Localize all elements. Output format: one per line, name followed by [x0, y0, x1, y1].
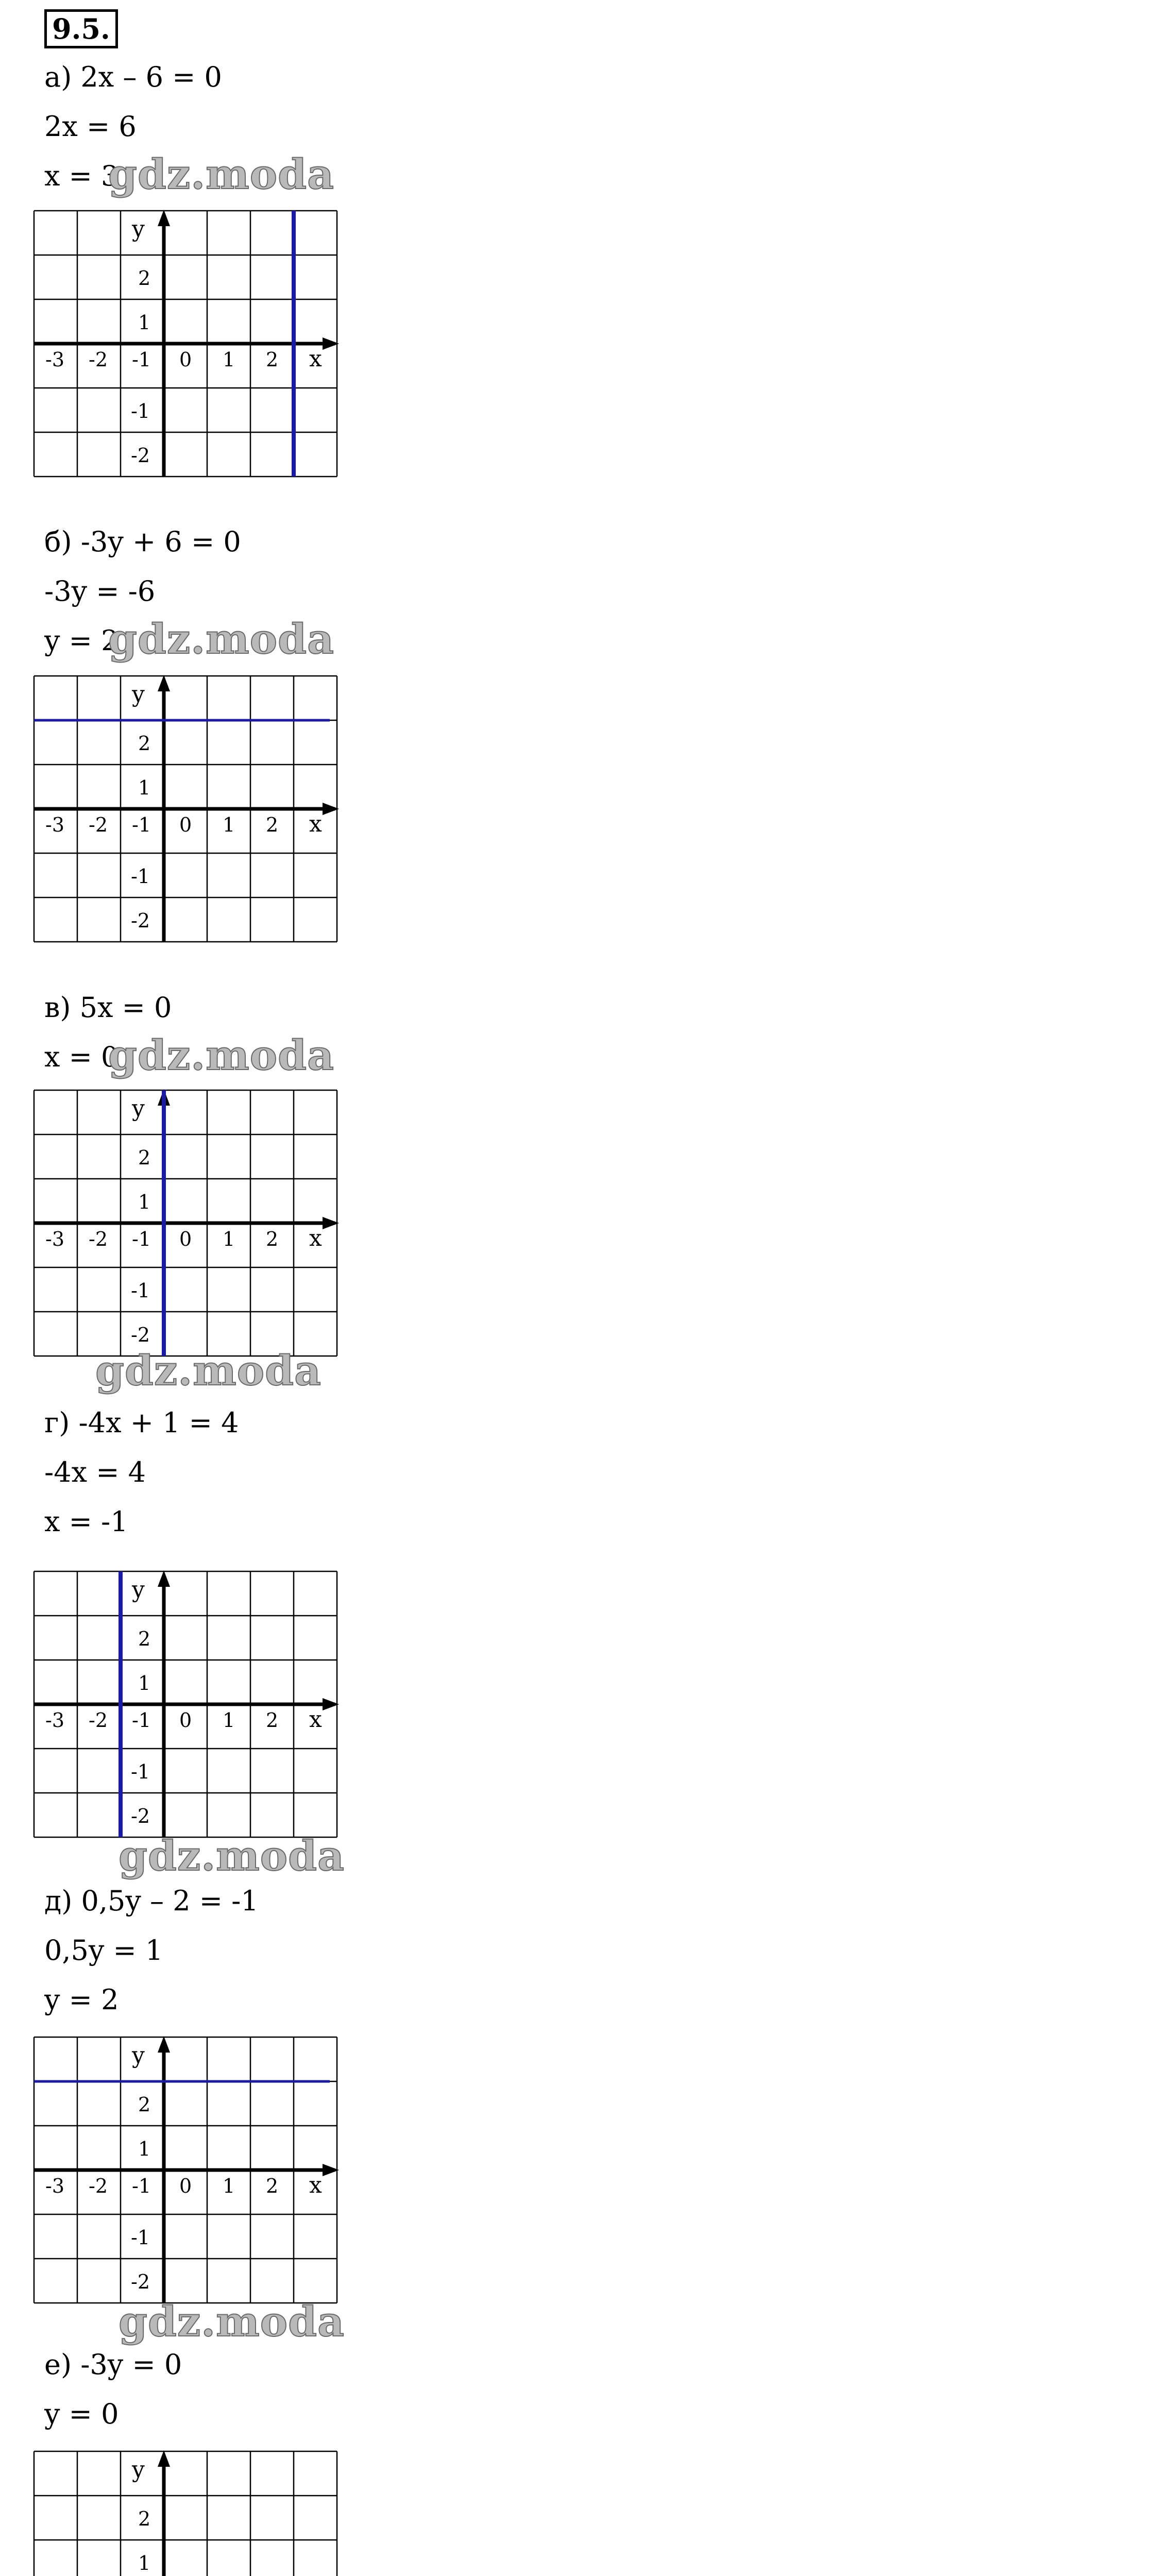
x-tick-label: 1 [223, 1709, 235, 1732]
coordinate-grid [32, 209, 337, 477]
equation-statement: е) -3y = 0 [44, 2348, 182, 2381]
x-axis-label: x [309, 811, 322, 837]
y-axis-label: y [132, 2456, 145, 2483]
x-tick-label: 2 [266, 2175, 279, 2197]
y-tick-label: -1 [131, 400, 150, 422]
equation-statement: г) -4x + 1 = 4 [44, 1406, 239, 1439]
y-axis-label: y [132, 2042, 145, 2069]
x-tick-label: -3 [45, 2175, 65, 2197]
y-tick-label: -2 [131, 909, 150, 932]
graph-svg [32, 1569, 339, 1839]
y-tick-label: -1 [131, 2226, 150, 2249]
y-tick-label: 1 [138, 776, 151, 799]
watermark: gdz.moda [119, 1832, 345, 1880]
solution-step: y = 2 [44, 624, 119, 657]
y-tick-label: -2 [131, 2270, 150, 2293]
x-tick-label: -2 [89, 2175, 108, 2197]
x-tick-label: -2 [89, 348, 108, 371]
x-tick-label: 0 [179, 348, 192, 371]
y-tick-label: 2 [138, 1628, 151, 1650]
y-tick-label: 1 [138, 311, 151, 334]
graph-svg [32, 1088, 339, 1358]
y-axis-label: y [132, 1095, 145, 1122]
x-tick-label: 0 [179, 2175, 192, 2197]
task-number: 9.5. [44, 9, 118, 48]
y-axis-arrow [158, 2450, 170, 2467]
equation-statement: д) 0,5y – 2 = -1 [44, 1885, 259, 1917]
y-tick-label: 1 [138, 2138, 151, 2160]
x-tick-label: -2 [89, 1228, 108, 1250]
x-tick-label: 2 [266, 1709, 279, 1732]
watermark: gdz.moda [119, 2297, 345, 2346]
solution-step: y = 0 [44, 2398, 119, 2430]
y-axis-arrow [158, 1570, 170, 1587]
x-tick-label: 0 [179, 1228, 192, 1250]
solution-step: 2x = 6 [44, 110, 137, 143]
equation-statement: б) -3y + 6 = 0 [44, 526, 241, 558]
y-tick-label: 1 [138, 1672, 151, 1694]
x-tick-label: 1 [223, 2175, 235, 2197]
watermark: gdz.moda [108, 150, 334, 198]
x-tick-label: -1 [132, 2175, 151, 2197]
y-tick-label: 1 [138, 1191, 151, 1213]
x-tick-label: -1 [132, 814, 151, 836]
x-tick-label: 0 [179, 814, 192, 836]
y-tick-label: -1 [131, 865, 150, 888]
x-tick-label: 2 [266, 814, 279, 836]
y-axis-label: y [132, 216, 145, 242]
solution-step: y = 2 [44, 1984, 119, 2016]
watermark: gdz.moda [108, 615, 334, 663]
x-tick-label: 2 [266, 1228, 279, 1250]
x-axis-label: x [309, 2172, 322, 2198]
x-axis-label: x [309, 1225, 322, 1251]
x-tick-label: 2 [266, 348, 279, 371]
graph-svg [32, 2449, 339, 2576]
x-tick-label: 1 [223, 348, 235, 371]
y-tick-label: 2 [138, 267, 151, 290]
watermark: gdz.moda [95, 1346, 322, 1395]
solution-step: -4x = 4 [44, 1456, 146, 1488]
y-tick-label: -1 [131, 1760, 150, 1783]
x-tick-label: 1 [223, 814, 235, 836]
x-tick-label: -3 [45, 1709, 65, 1732]
y-tick-label: 2 [138, 732, 151, 755]
y-axis-arrow [158, 675, 170, 691]
solution-step: x = 0 [44, 1041, 119, 1073]
x-tick-label: -1 [132, 348, 151, 371]
x-tick-label: -3 [45, 814, 65, 836]
y-tick-label: 2 [138, 2507, 151, 2530]
x-tick-label: -2 [89, 814, 108, 836]
y-tick-label: 2 [138, 1146, 151, 1169]
graph-svg [32, 674, 339, 944]
x-axis-label: x [309, 1706, 322, 1733]
y-tick-label: -2 [131, 444, 150, 467]
graph-svg [32, 2035, 339, 2305]
y-tick-label: -2 [131, 1805, 150, 1827]
solution-step: x = 3 [44, 160, 119, 192]
equation-statement: а) 2x – 6 = 0 [44, 61, 222, 93]
x-tick-label: -2 [89, 1709, 108, 1732]
y-tick-label: 2 [138, 2093, 151, 2116]
x-axis-label: x [309, 346, 322, 372]
x-tick-label: 1 [223, 1228, 235, 1250]
coordinate-grid [32, 674, 337, 942]
coordinate-grid [32, 1088, 337, 1356]
coordinate-grid [32, 2035, 337, 2303]
graph-svg [32, 209, 339, 479]
solution-step: -3y = -6 [44, 575, 156, 607]
x-tick-label: -1 [132, 1709, 151, 1732]
coordinate-grid [32, 1569, 337, 1837]
solution-step: 0,5y = 1 [44, 1934, 163, 1967]
solution-step: x = -1 [44, 1505, 128, 1538]
x-tick-label: -3 [45, 348, 65, 371]
equation-statement: в) 5x = 0 [44, 991, 172, 1024]
y-axis-label: y [132, 681, 145, 707]
y-tick-label: -2 [131, 1324, 150, 1346]
x-tick-label: -1 [132, 1228, 151, 1250]
coordinate-grid [32, 2449, 337, 2576]
x-tick-label: 0 [179, 1709, 192, 1732]
watermark: gdz.moda [108, 1031, 334, 1079]
y-axis-arrow [158, 2036, 170, 2053]
x-tick-label: -3 [45, 1228, 65, 1250]
y-axis-label: y [132, 1577, 145, 1603]
y-tick-label: -1 [131, 1279, 150, 1302]
y-axis-arrow [158, 210, 170, 226]
y-tick-label: 1 [138, 2552, 151, 2574]
